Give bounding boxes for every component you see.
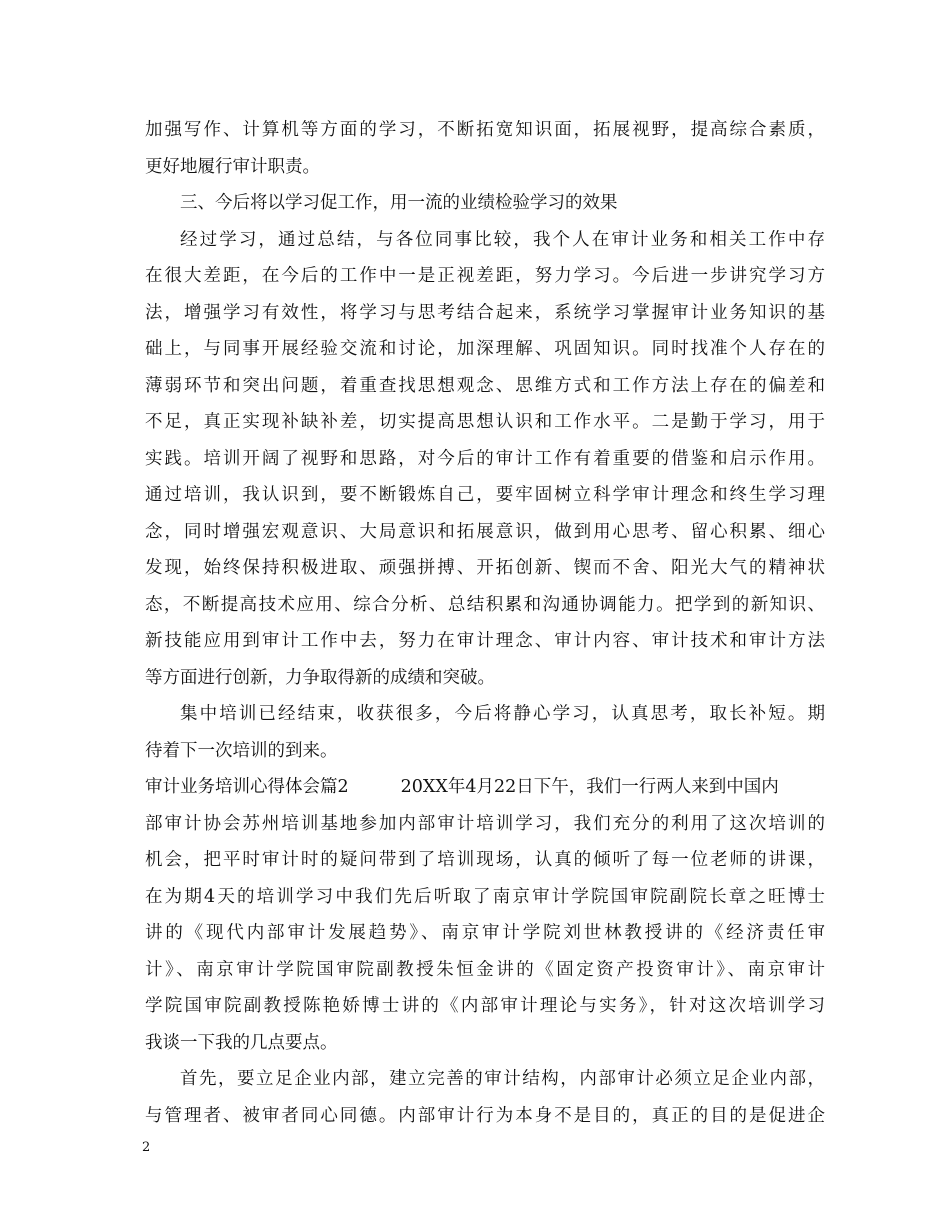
text-line: 与管理者、被审者同心同德。内部审计行为本身不是目的，真正的目的是促进企 — [145, 1105, 825, 1126]
text-line: 学院国审院副教授陈艳娇博士讲的《内部审计理论与实务》，针对这次培训学习 — [145, 996, 825, 1016]
text-line: 薄弱环节和突出问题，着重查找思想观念、思维方式和工作方法上存在的偏差和 — [145, 375, 825, 396]
text-line: 在很大差距，在今后的工作中一是正视差距，努力学习。今后进一步讲究学习方 — [145, 266, 825, 286]
text-line: 我谈一下我的几点要点。 — [145, 1032, 338, 1053]
line-text: 20XX年4月22日下午，我们一行两人来到中国内 — [400, 777, 779, 797]
text-line: 加强写作、计算机等方面的学习，不断拓宽知识面，拓展视野，提高综合素质， — [145, 120, 825, 140]
text-line: 念，同时增强宏观意识、大局意识和拓展意识，做到用心思考、留心积累、细心 — [145, 521, 825, 542]
text-line: 实践。培训开阔了视野和思路，对今后的审计工作有着重要的借鉴和启示作用。 — [145, 448, 825, 469]
body-text — [145, 112, 825, 1134]
text-line: 础上，与同事开展经验交流和讨论，加深理解、巩固知识。同时找准个人存在的 — [145, 339, 825, 359]
text-line: 等方面进行创新，力争取得新的成绩和突破。 — [145, 667, 495, 688]
text-line: 不足，真正实现补缺补差，切实提高思想认识和工作水平。二是勤于学习，用于 — [145, 412, 825, 432]
text-line: 在为期4天的培训学习中我们先后听取了南京审计学院国审院副院长章之旺博士 — [145, 886, 825, 907]
text-line: 态，不断提高技术应用、综合分析、总结积累和沟通协调能力。把学到的新知识、 — [145, 594, 825, 615]
text-line: 三、今后将以学习促工作，用一流的业绩检验学习的效果 — [180, 193, 618, 213]
text-line: 机会，把平时审计时的疑问带到了培训现场，认真的倾听了每一位老师的讲课， — [145, 850, 825, 870]
page-number: 2 — [142, 1140, 151, 1155]
text-line: 经过学习，通过总结，与各位同事比较，我个人在审计业务和相关工作中存 — [180, 229, 825, 250]
text-line: 首先，要立足企业内部，建立完善的审计结构，内部审计必须立足企业内部， — [180, 1069, 825, 1089]
text-line: 更好地履行审计职责。 — [145, 156, 320, 177]
text-line: 计》、南京审计学院国审院副教授朱恒金讲的《固定资产投资审计》、南京审计 — [145, 959, 825, 980]
text-line: 待着下一次培训的到来。 — [145, 740, 338, 761]
text-line — [145, 769, 825, 806]
text-line: 集中培训已经结束，收获很多，今后将静心学习，认真思考，取长补短。期 — [180, 704, 825, 724]
text-line: 新技能应用到审计工作中去，努力在审计理念、审计内容、审计技术和审计方法 — [145, 631, 825, 651]
text-line: 发现，始终保持积极进取、顽强拼搏、开拓创新、锲而不舍、阳光大气的精神状 — [145, 558, 825, 578]
section-heading: 审计业务培训心得体会篇2 — [145, 777, 349, 797]
text-line: 通过培训，我认识到，要不断锻炼自己，要牢固树立科学审计理念和终生学习理 — [145, 485, 825, 505]
text-line: 部审计协会苏州培训基地参加内部审计培训学习，我们充分的利用了这次培训的 — [145, 813, 825, 834]
text-line: 法，增强学习有效性，将学习与思考结合起来，系统学习掌握审计业务知识的基 — [145, 302, 825, 323]
text-line: 讲的《现代内部审计发展趋势》、南京审计学院刘世林教授讲的《经济责任审 — [145, 923, 825, 943]
